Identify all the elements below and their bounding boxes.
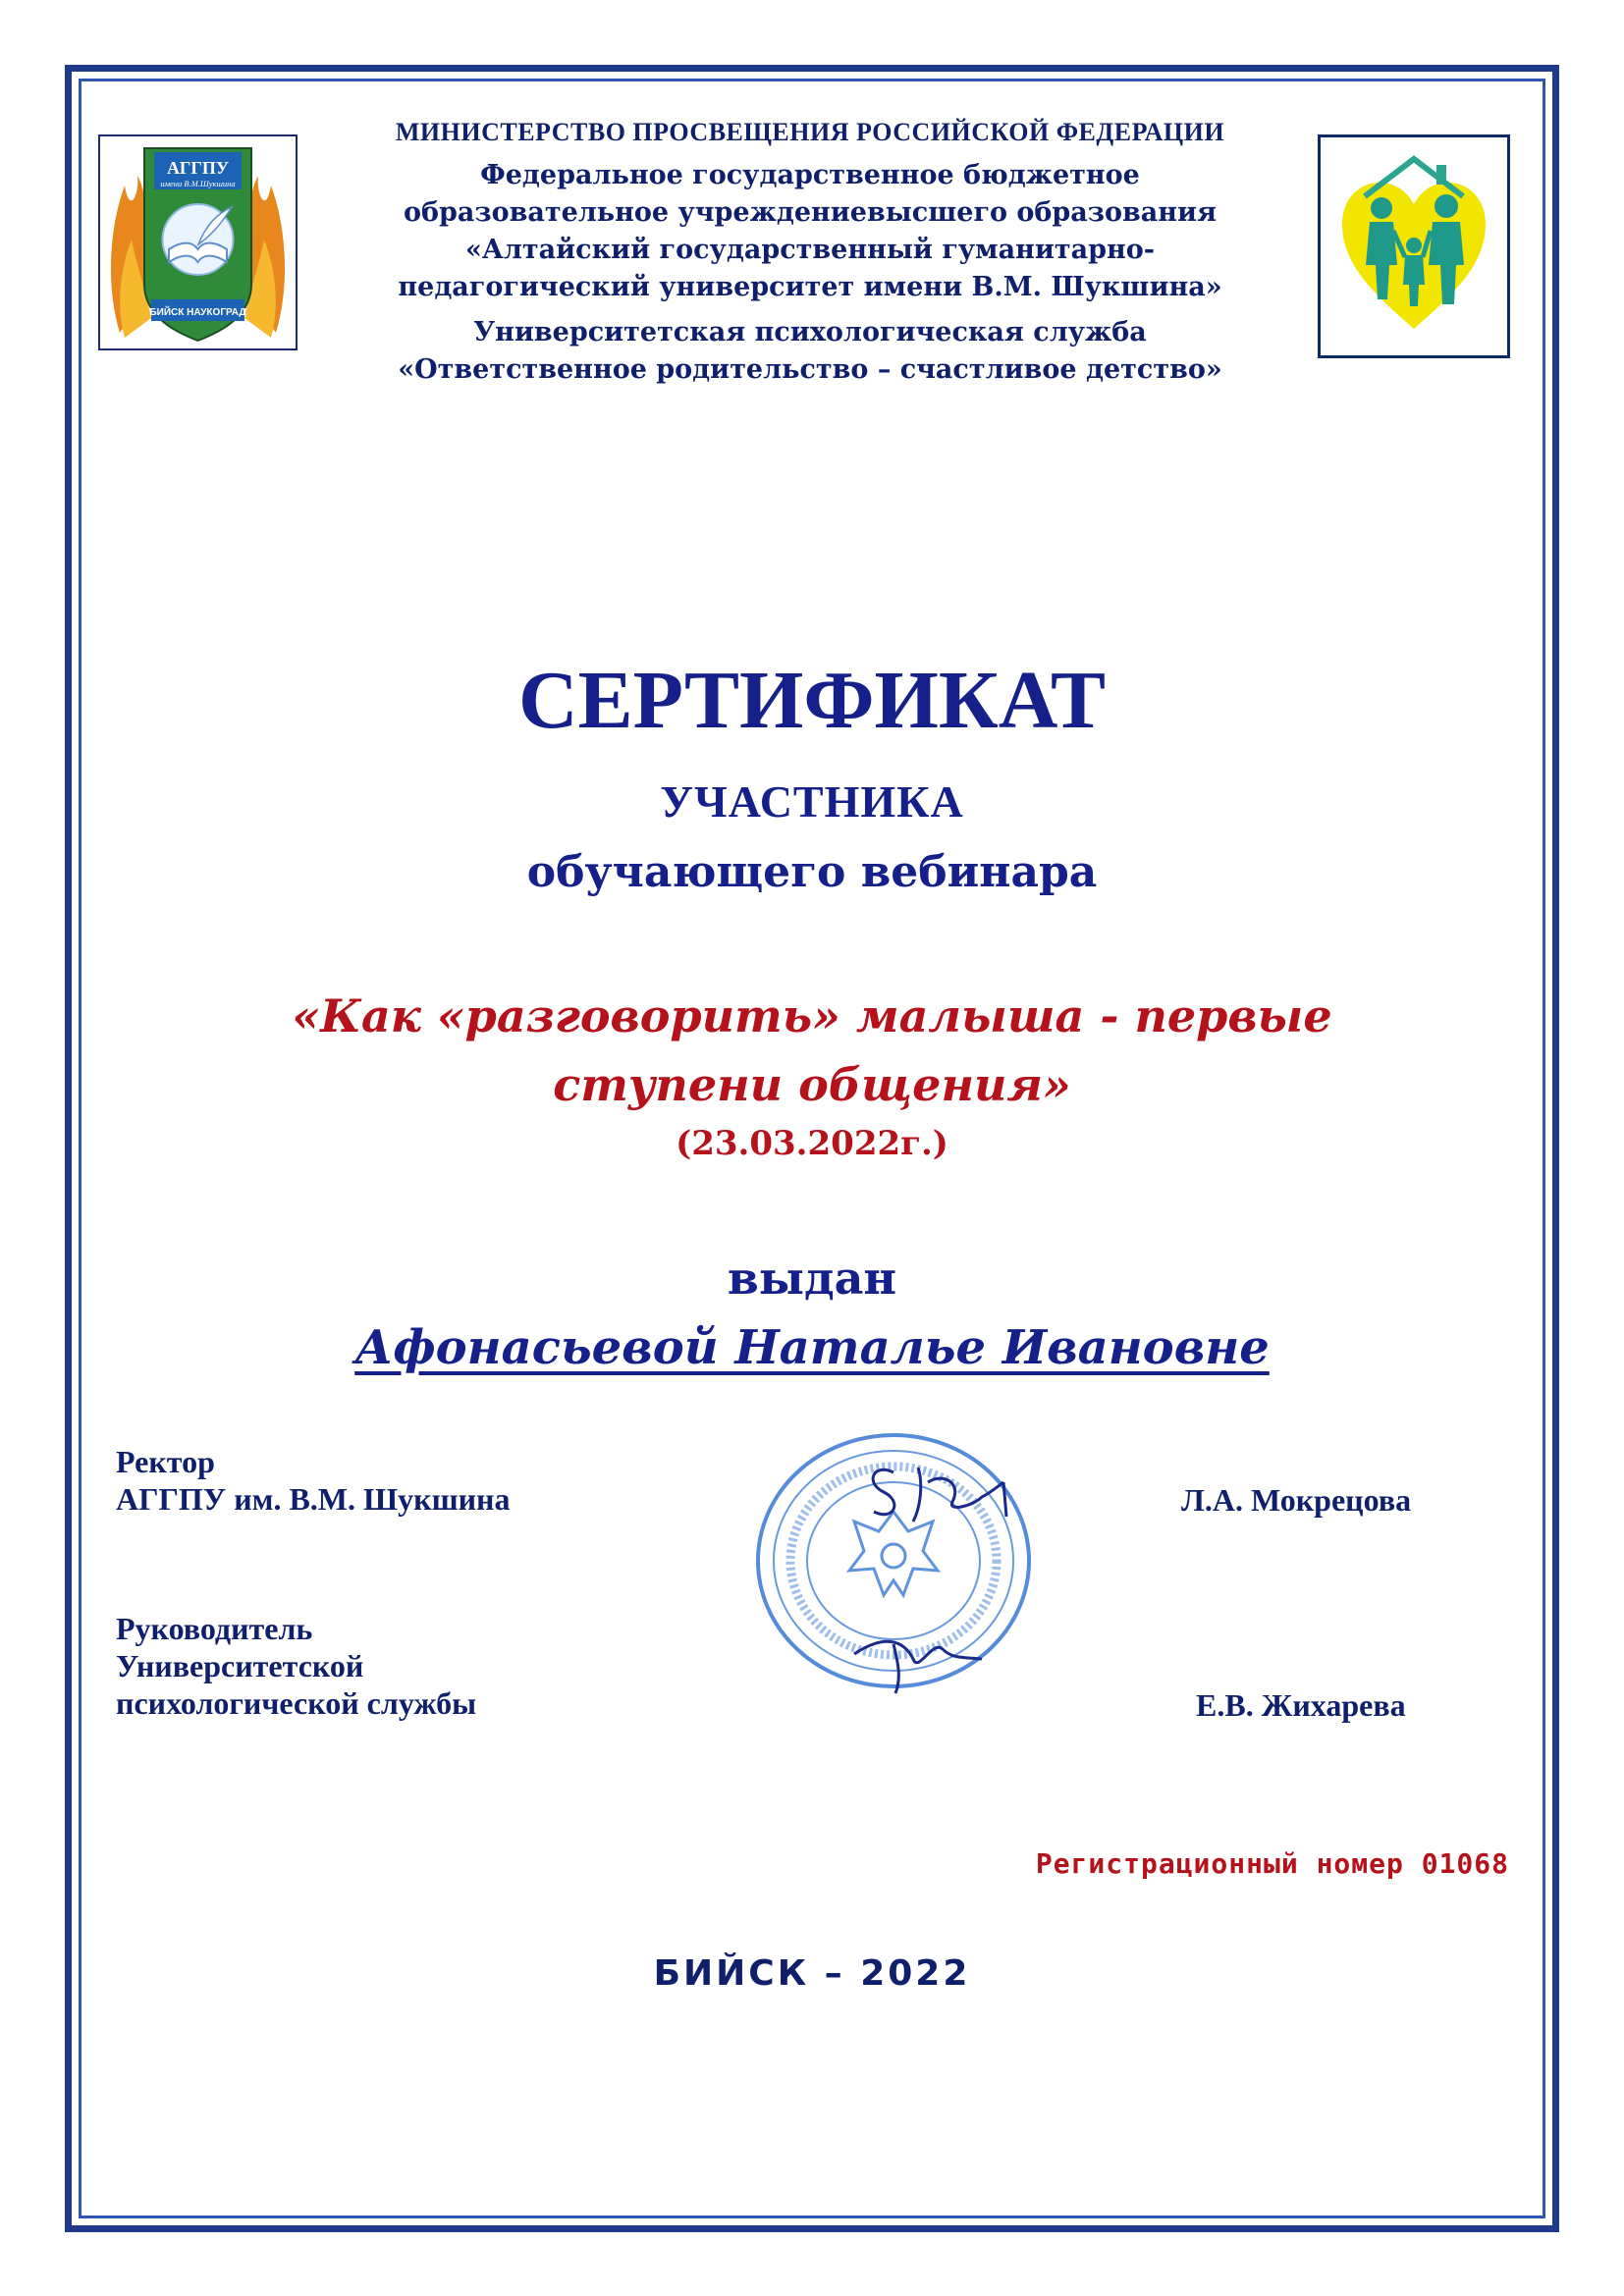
signatory-role-line: Университетской [116,1648,364,1683]
city-year: БИЙСК – 2022 [653,1953,971,1994]
institution-line: «Алтайский государственный гуманитарно- [465,235,1155,265]
institution-line: образовательное учреждениевысшего образования [403,197,1218,228]
signatory-head-role [116,1610,476,1722]
recipient-name: Афонасьевой Наталье Ивановне [354,1320,1270,1375]
webinar-topic-line: ступени общения» [553,1058,1071,1111]
issued-label: выдан [727,1252,897,1305]
service-line: Университетская психологическая служба [473,317,1147,347]
signatory-role-line: Ректор [116,1444,215,1479]
registration-number: Регистрационный номер 01068 [1035,1847,1509,1880]
service-line: «Ответственное родительство – счастливое детство» [398,354,1222,385]
logo-abbr-text: АГГПУ [166,158,230,178]
signatory-rector-role [116,1443,510,1518]
official-stamp [746,1414,1070,1708]
service-name [324,314,1296,389]
signatory-role-line: Руководитель [116,1611,313,1646]
signatory-role-line: психологической службы [116,1685,477,1721]
signatory-rector-name: Л.А. Мокрецова [1181,1482,1412,1518]
certificate-subtitle-participant: УЧАСТНИКА [660,776,964,827]
signatory-head-name: Е.В. Жихарева [1196,1687,1406,1723]
institution-line: Федеральное государственное бюджетное [480,160,1140,190]
ministry-heading: МИНИСТЕРСТВО ПРОСВЕЩЕНИЯ РОССИЙСКОЙ ФЕДЕРАЦИИ [395,118,1225,146]
institution-name [324,157,1296,306]
webinar-date: (23.03.2022г.) [676,1124,948,1163]
logo-city-text: БИЙСК НАУКОГРАД [149,307,246,318]
certificate-title: СЕРТИФИКАТ [517,655,1107,746]
certificate-subtitle-webinar: обучающего вебинара [526,847,1098,897]
family-heart-icon [1321,137,1507,355]
university-logo [98,134,298,350]
webinar-topic [177,982,1447,1119]
institution-line: педагогический университет имени В.М. Шукшина» [398,272,1222,302]
university-emblem-icon [100,136,296,348]
signatory-role-line: АГГПУ им. В.М. Шукшина [116,1481,511,1517]
webinar-topic-line: «Как «разговорить» малыша - первые [292,989,1332,1042]
service-logo [1318,134,1510,358]
logo-subtitle-text: имени В.М.Шукшина [160,179,236,188]
